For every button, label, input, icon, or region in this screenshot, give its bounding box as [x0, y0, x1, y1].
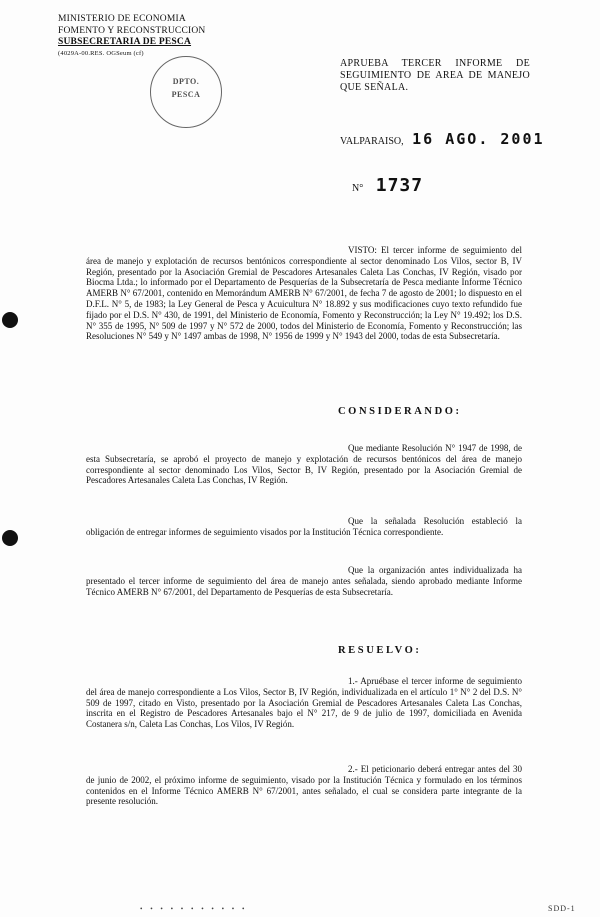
resolution-summary: APRUEBA TERCER INFORME DE SEGUIMIENTO DE AREA DE MANEJO QUE SEÑALA.	[340, 58, 530, 93]
number-prefix: N°	[352, 183, 364, 194]
city: VALPARAISO,	[340, 136, 404, 147]
considerando-text-1: Que mediante Resolución N° 1947 de 1998, de esta Subsecretaría, se aprobó el proyecto de manejo y explotación de recursos bentónicos del área de manejo correspondiente al sector denominado Los Vilos, Sector B, IV Región, presentado por la Asociación Gremial de Pescadores Artesanales Caleta Las Conchas, IV Región.	[86, 443, 522, 486]
visto-text: VISTO: El tercer informe de seguimiento del área de manejo y explotación de recursos bentónicos correspondiente al sector denominado Los Vilos, sector B, IV Región, presentado por la Asociación Gremial de Pescadores Artesanales Caleta Las Conchas, IV Región, visado por Biocma Ltda.; lo informado por el Departamento de Pesquerías de la Subsecretaría de Pesca mediante Informe Técnico AMERB N° 67/2001, contenido en Memorándum AMERB N° 67/2001, de fecha 7 de agosto de 2001; lo dispuesto en el D.F.L. N° 5, de 1983; la Ley General de Pesca y Acuicultura N° 18.892 y sus modificaciones cuyo texto refundido fue fijado por el D.S. N° 430, de 1991, del Ministerio de Economía, Fomento y Reconstrucción; la Ley N° 19.492; los D.S. N° 355 de 1995, N° 509 de 1997 y N° 572 de 2000, todos del Ministerio de Economía, Fomento y Reconstrucción; las Resoluciones N° 549 y N° 1497 ambas de 1998, N° 1956 de 1999 y N° 1943 del 2000, todas de esta Subsecretaría.	[86, 245, 522, 342]
footer-marks: • • • • • • • • • • •	[140, 905, 248, 913]
letterhead-subsecretaria: SUBSECRETARIA DE PESCA	[58, 37, 192, 47]
resuelvo-text-2: 2.- El peticionario deberá entregar antes del 30 de junio de 2002, el próximo informe de seguimiento, visado por la Institución Técnica y formulado en los términos contenidos en el Informe Técnico AMERB N° 67/2001, antes señalado, el cual se considera parte integrante de la presente resolución.	[86, 764, 522, 807]
considerando-item	[86, 516, 522, 538]
considerando-text-3: Que la organización antes individualizada ha presentado el tercer informe de seguimiento del área de manejo antes señalada, siendo aprobado mediante Informe Técnico AMERB N° 67/2001, del Departamento de Pesquerías de esta Subsecretaría.	[86, 565, 522, 597]
considerando-text-2: Que la señalada Resolución estableció la obligación de entregar informes de seguimiento visados por la Institución Técnica correspondiente.	[86, 516, 522, 537]
considerando-item	[86, 443, 522, 486]
letterhead-ministry-2: FOMENTO Y RECONSTRUCCION	[58, 25, 206, 36]
considerando-item	[86, 565, 522, 597]
punch-hole-icon	[2, 530, 18, 546]
stamp-text-1: DPTO.	[172, 77, 200, 86]
punch-hole-icon	[2, 312, 18, 328]
footer-page-number: SDD-1	[548, 904, 576, 913]
resuelvo-text-1: 1.- Apruébase el tercer informe de seguimiento del área de manejo correspondiente a Los Vilos, Sector B, IV Región, individualizada en el artículo 1° N° 2 del D.S. N° 509 de 1997, citado en Visto, presentado por la Asociación Gremial de Pescadores Artesanales Caleta Las Conchas, inscrita en el Registro de Pescadores Artesanales bajo el N° 217, de 9 de julio de 1997, domiciliada en Avenida Costanera s/n, Caleta Las Conchas, Los Vilos, IV Región.	[86, 676, 522, 730]
resolution-number	[352, 175, 423, 196]
resuelvo-item	[86, 764, 522, 807]
number-value: 1737	[375, 175, 424, 196]
visto-paragraph	[86, 245, 522, 342]
stamp-text-2: PESCA	[171, 90, 201, 99]
considerando-title: CONSIDERANDO:	[338, 406, 462, 417]
official-stamp	[150, 56, 222, 128]
letterhead	[58, 14, 233, 58]
place-and-date	[340, 130, 545, 148]
letterhead-ministry: MINISTERIO DE ECONOMIA	[58, 14, 186, 24]
stamped-date: 16 AGO. 2001	[412, 130, 545, 148]
resuelvo-item	[86, 676, 522, 730]
resuelvo-title: RESUELVO:	[338, 645, 422, 656]
reference-code: (4029A-00.RES. OGSeum (cf)	[58, 49, 144, 57]
